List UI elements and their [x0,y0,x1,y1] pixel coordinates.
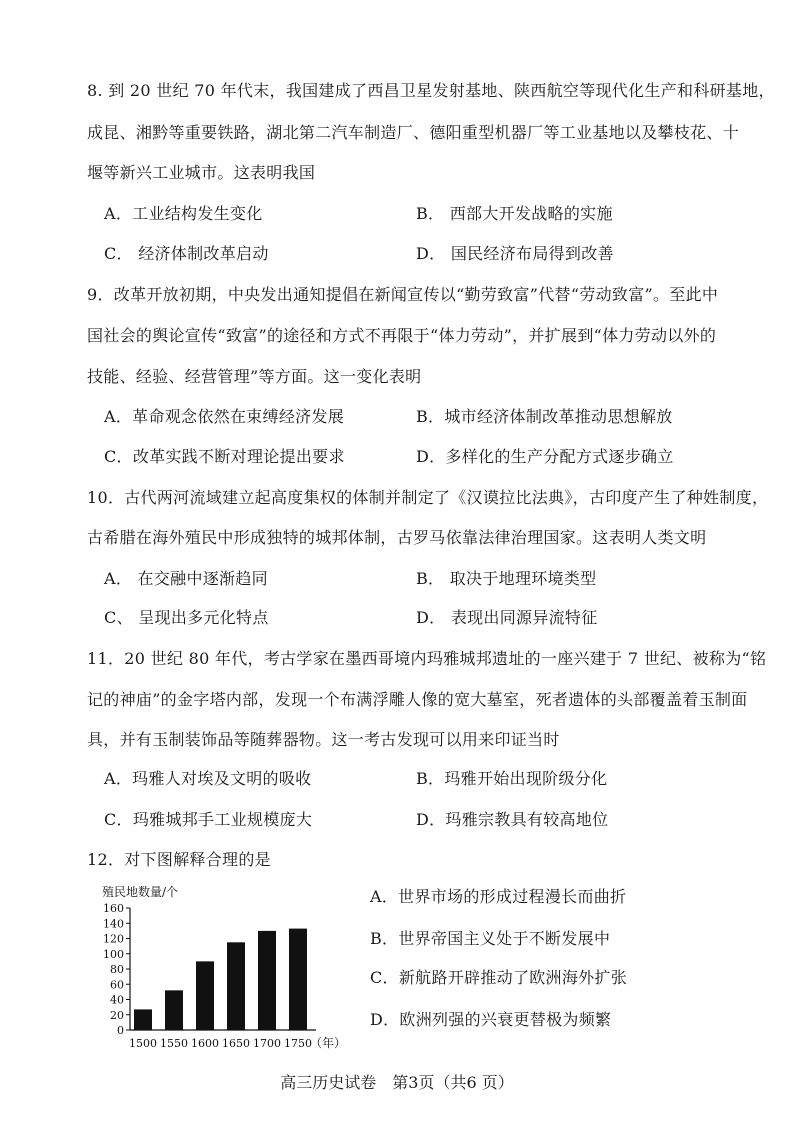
q11-option-a: A．玛雅人对埃及文明的吸收 [104,769,312,788]
chart-x-tick-label: 1600 [191,1037,219,1050]
q10-option-b: B． 取决于地理环境类型 [416,569,597,588]
q9-option-a: A．革命观念依然在束缚经济发展 [104,407,345,426]
chart-bar-1550 [165,990,183,1030]
chart-bars [134,929,307,1030]
q10-stem-line-2: 古希腊在海外殖民中形成独特的城邦体制，古罗马依靠法律治理国家。这表明人类文明 [87,528,707,547]
q9-stem-line-3: 技能、经验、经营管理”等方面。这一变化表明 [87,367,422,386]
q10-option-c: C、 呈现出多元化特点 [104,608,269,627]
chart-x-tick-label: 1500 [129,1037,157,1050]
q12-option-a: A．世界市场的形成过程漫长而曲折 [370,887,627,906]
chart-bar-1650 [227,942,245,1030]
chart-x-ticks [129,1037,312,1050]
chart-y-tick-label: 160 [103,902,124,915]
chart-y-tick-label: 120 [103,932,124,946]
q9-option-b: B．城市经济体制改革推动思想解放 [416,407,673,426]
chart-y-tick-label: 80 [110,963,124,976]
q8-option-d: D． 国民经济布局得到改善 [416,244,614,263]
q12-option-b: B．世界帝国主义处于不断发展中 [370,929,611,948]
q9-option-c: C．改革实践不断对理论提出要求 [104,447,345,466]
q8-stem-line-3: 堰等新兴工业城市。这表明我国 [87,163,316,182]
q11-stem-line-3: 具，并有玉制装饰品等随葬器物。这一考古发现可以用来印证当时 [87,730,560,749]
q9-stem-line-2: 国社会的舆论宣传“致富”的途径和方式不再限于“体力劳动”，并扩展到“体力劳动以外的 [87,326,717,345]
chart-bar-1750 [289,929,307,1030]
q11-option-b: B．玛雅开始出现阶级分化 [416,769,608,788]
chart-x-tick-label: 1550 [160,1037,188,1050]
chart-x-axis-label: （年） [310,1036,347,1050]
q8-stem-line-1: 8. 到 20 世纪 70 年代末，我国建成了西昌卫星发射基地、陕西航空等现代化生产和科研基地， [87,81,775,100]
q9-option-d: D．多样化的生产分配方式逐步确立 [416,447,674,466]
chart-x-tick-label: 1700 [253,1037,281,1050]
chart-x-tick-label: 1750 [284,1037,312,1050]
chart-bar-1500 [134,1009,152,1030]
q8-option-b: B． 西部大开发战略的实施 [416,204,613,223]
q10-stem-line-1: 10．古代两河流域建立起高度集权的体制并制定了《汉谟拉比法典》，古印度产生了种姓制度， [87,488,769,507]
q12-option-d: D．欧洲列强的兴衰更替极为频繁 [370,1010,612,1029]
chart-y-ticks [103,902,130,1037]
q9-stem-line-1: 9．改革开放初期，中央发出通知提倡在新闻宣传以“勤劳致富”代替“劳动致富”。至此中 [87,285,719,304]
page-footer: 高三历史试卷 第3页（共6 页） [280,1073,514,1092]
chart-bar-1600 [196,961,214,1030]
chart-y-tick-label: 60 [110,978,124,992]
chart-y-tick-label: 140 [103,917,124,931]
q11-stem-line-1: 11．20 世纪 80 年代，考古学家在墨西哥境内玛雅城邦遗址的一座兴建于 7 世纪、被称为“铭 [87,649,767,668]
colony-count-bar-chart [88,884,350,1054]
chart-bar-1700 [258,931,276,1030]
chart-y-tick-label: 0 [117,1024,124,1037]
chart-x-tick-label: 1650 [222,1037,250,1050]
q11-option-c: C．玛雅城邦手工业规模庞大 [104,810,313,829]
chart-y-axis-label: 殖民地数量/个 [102,885,179,899]
chart-y-tick-label: 20 [110,1008,124,1022]
q12-option-c: C．新航路开辟推动了欧洲海外扩张 [370,968,628,987]
q10-option-a: A． 在交融中逐渐趋同 [104,569,268,588]
q8-option-c: C． 经济体制改革启动 [104,244,269,263]
q10-option-d: D． 表现出同源异流特征 [416,608,598,627]
chart-y-tick-label: 100 [103,947,124,961]
q11-stem-line-2: 记的神庙”的金字塔内部，发现一个布满浮雕人像的宽大墓室，死者遗体的头部覆盖着玉制面 [87,690,748,709]
q8-option-a: A．工业结构发生变化 [104,204,263,223]
q12-stem: 12．对下图解释合理的是 [87,850,271,869]
q8-stem-line-2: 成昆、湘黔等重要铁路，湖北第二汽车制造厂、德阳重型机器厂等工业基地以及攀枝花、十 [87,123,740,142]
chart-y-tick-label: 40 [110,993,124,1007]
q11-option-d: D．玛雅宗教具有较高地位 [416,810,609,829]
